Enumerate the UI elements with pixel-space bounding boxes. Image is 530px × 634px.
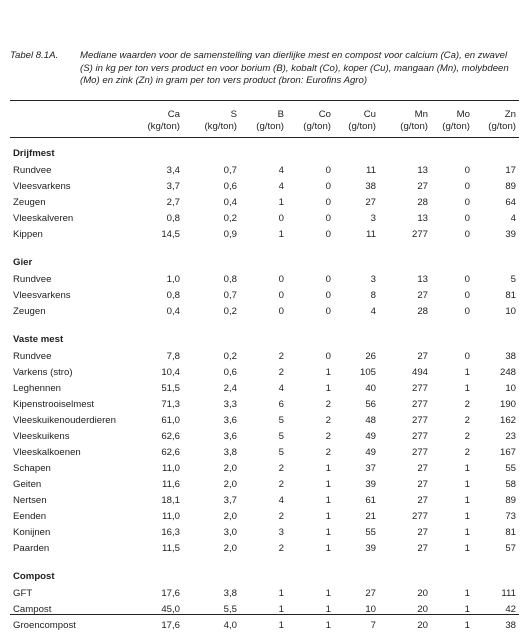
table-row	[13, 197, 519, 211]
table-cell: 20	[417, 620, 428, 631]
table-cell: 1	[464, 495, 470, 506]
table-cell: 4	[278, 181, 284, 192]
table-cell: 11,0	[162, 463, 180, 474]
table-cell: 38	[505, 620, 516, 631]
table-row	[13, 479, 519, 493]
table-cell: 0	[464, 351, 470, 362]
table-cell: 17,6	[161, 588, 180, 599]
column-header	[120, 109, 180, 133]
table-cell: 0	[325, 274, 331, 285]
table-cell: 3	[278, 527, 284, 538]
row-label: Vleeskuikens	[13, 431, 70, 442]
column-header-unit: (g/ton)	[400, 121, 428, 132]
row-label: Vleesvarkens	[13, 290, 71, 301]
table-cell: 2	[325, 431, 331, 442]
table-cell: 0,2	[223, 306, 237, 317]
column-header-unit: (g/ton)	[256, 121, 284, 132]
table-cell: 0	[464, 165, 470, 176]
table-cell: 277	[411, 383, 428, 394]
table-row	[13, 604, 519, 618]
table-row	[13, 399, 519, 413]
table-cell: 0	[464, 290, 470, 301]
table-cell: 39	[505, 229, 516, 240]
table-cell: 27	[417, 290, 428, 301]
row-label: Rundvee	[13, 274, 52, 285]
table-cell: 39	[365, 479, 376, 490]
table-cell: 162	[499, 415, 516, 426]
table-cell: 277	[411, 431, 428, 442]
table-cell: 27	[417, 527, 428, 538]
table-cell: 2	[325, 447, 331, 458]
table-cell: 27	[417, 495, 428, 506]
column-header-name: Mn	[414, 109, 428, 120]
table-cell: 4	[278, 383, 284, 394]
column-header-unit: (kg/ton)	[204, 121, 237, 132]
column-header	[316, 109, 376, 133]
table-row	[13, 165, 519, 179]
table-cell: 11,6	[162, 479, 180, 490]
table-cell: 49	[365, 431, 376, 442]
table-cell: 1	[325, 511, 331, 522]
table-cell: 4,0	[223, 620, 237, 631]
column-header-unit: (g/ton)	[488, 121, 516, 132]
column-header	[456, 109, 516, 133]
table-cell: 1	[278, 229, 284, 240]
table-cell: 61,0	[161, 415, 180, 426]
table-label: Tabel 8.1A.	[10, 50, 59, 61]
table-cell: 3,7	[166, 181, 180, 192]
table-cell: 0,2	[223, 351, 237, 362]
row-label: Paarden	[13, 543, 50, 554]
table-cell: 6	[278, 399, 284, 410]
row-label: Zeugen	[13, 306, 46, 317]
table-row	[13, 306, 519, 320]
row-label: Groencompost	[13, 620, 76, 631]
table-cell: 3,8	[223, 588, 237, 599]
table-cell: 4	[278, 495, 284, 506]
table-cell: 13	[417, 213, 428, 224]
table-cell: 0	[278, 290, 284, 301]
table-cell: 2,7	[166, 197, 180, 208]
table-cell: 1	[325, 543, 331, 554]
table-cell: 0	[464, 274, 470, 285]
table-cell: 0	[325, 213, 331, 224]
table-cell: 5	[278, 447, 284, 458]
table-cell: 277	[411, 229, 428, 240]
row-label: Kippen	[13, 229, 43, 240]
table-cell: 2,0	[223, 479, 237, 490]
column-header-unit: (g/ton)	[348, 121, 376, 132]
table-cell: 16,3	[161, 527, 180, 538]
table-cell: 5	[278, 431, 284, 442]
row-label: Zeugen	[13, 197, 46, 208]
table-cell: 1	[325, 620, 331, 631]
table-cell: 27	[365, 197, 376, 208]
table-cell: 2,0	[223, 543, 237, 554]
table-cell: 4	[278, 165, 284, 176]
table-cell: 1	[278, 197, 284, 208]
table-cell: 17	[505, 165, 516, 176]
table-row	[13, 527, 519, 541]
table-cell: 2	[278, 367, 284, 378]
row-label: Vleeskalveren	[13, 213, 74, 224]
table-cell: 1	[464, 604, 470, 615]
row-label: Nertsen	[13, 495, 47, 506]
table-cell: 13	[417, 165, 428, 176]
row-label: Schapen	[13, 463, 51, 474]
table-cell: 3	[370, 213, 376, 224]
table-cell: 27	[417, 351, 428, 362]
table-row	[13, 447, 519, 461]
table-cell: 2	[464, 431, 470, 442]
table-cell: 0	[325, 197, 331, 208]
table-cell: 2	[278, 463, 284, 474]
table-cell: 1	[325, 588, 331, 599]
table-cell: 1	[464, 479, 470, 490]
table-cell: 89	[505, 495, 516, 506]
table-cell: 2	[464, 415, 470, 426]
table-row	[13, 415, 519, 429]
table-cell: 2	[325, 399, 331, 410]
table-cell: 0	[325, 351, 331, 362]
table-cell: 11,5	[162, 543, 180, 554]
table-cell: 1	[278, 620, 284, 631]
table-cell: 55	[505, 463, 516, 474]
table-row	[13, 511, 519, 525]
table-cell: 1	[325, 463, 331, 474]
table-cell: 10	[505, 383, 516, 394]
table-cell: 18,1	[161, 495, 180, 506]
table-cell: 21	[365, 511, 376, 522]
table-cell: 0,2	[223, 213, 237, 224]
row-label: Geiten	[13, 479, 42, 490]
top-rule	[10, 100, 519, 101]
table-cell: 1	[325, 604, 331, 615]
table-cell: 7,8	[166, 351, 180, 362]
table-row	[13, 543, 519, 557]
row-label: Kipenstrooiselmest	[13, 399, 95, 410]
table-cell: 0,4	[223, 197, 237, 208]
table-cell: 2	[278, 511, 284, 522]
table-cell: 277	[411, 511, 428, 522]
table-cell: 277	[411, 447, 428, 458]
table-cell: 0	[325, 306, 331, 317]
table-row	[13, 290, 519, 304]
table-cell: 0,8	[223, 274, 237, 285]
table-cell: 0	[464, 229, 470, 240]
table-row	[13, 495, 519, 509]
table-cell: 28	[417, 197, 428, 208]
row-label: Konijnen	[13, 527, 51, 538]
table-row	[13, 351, 519, 365]
table-cell: 27	[417, 181, 428, 192]
table-cell: 58	[505, 479, 516, 490]
table-cell: 3,7	[223, 495, 237, 506]
row-label: Eenden	[13, 511, 47, 522]
table-cell: 5	[278, 415, 284, 426]
table-cell: 2	[464, 399, 470, 410]
table-cell: 13	[417, 274, 428, 285]
table-cell: 1	[325, 479, 331, 490]
table-cell: 7	[370, 620, 376, 631]
table-cell: 14,5	[161, 229, 180, 240]
table-cell: 0	[278, 274, 284, 285]
table-cell: 38	[505, 351, 516, 362]
table-cell: 0	[325, 165, 331, 176]
table-cell: 0,9	[223, 229, 237, 240]
table-cell: 28	[417, 306, 428, 317]
table-cell: 2	[278, 351, 284, 362]
table-cell: 23	[505, 431, 516, 442]
table-cell: 0,7	[223, 165, 237, 176]
table-cell: 11,0	[162, 511, 180, 522]
table-cell: 1	[464, 367, 470, 378]
table-cell: 3	[370, 274, 376, 285]
table-cell: 0	[464, 213, 470, 224]
table-cell: 10	[505, 306, 516, 317]
table-cell: 2	[278, 479, 284, 490]
table-cell: 48	[365, 415, 376, 426]
table-cell: 11	[366, 165, 376, 176]
table-row	[13, 181, 519, 195]
table-cell: 62,6	[161, 431, 180, 442]
table-cell: 64	[505, 197, 516, 208]
table-cell: 277	[411, 415, 428, 426]
table-cell: 2	[464, 447, 470, 458]
table-cell: 1	[278, 588, 284, 599]
table-cell: 0	[325, 229, 331, 240]
table-row	[13, 620, 519, 634]
table-cell: 49	[365, 447, 376, 458]
table-row	[13, 367, 519, 381]
table-cell: 1	[464, 620, 470, 631]
column-header-name: B	[277, 109, 284, 120]
table-cell: 81	[505, 527, 516, 538]
table-cell: 61	[365, 495, 376, 506]
header-rule	[10, 137, 519, 138]
table-cell: 0	[464, 181, 470, 192]
table-row	[13, 229, 519, 243]
row-label: GFT	[13, 588, 33, 599]
table-cell: 5,5	[223, 604, 237, 615]
table-cell: 40	[365, 383, 376, 394]
row-label: Leghennen	[13, 383, 62, 394]
table-cell: 1	[464, 511, 470, 522]
table-cell: 0,6	[223, 367, 237, 378]
table-cell: 37	[365, 463, 376, 474]
table-cell: 39	[365, 543, 376, 554]
table-row	[13, 588, 519, 602]
table-cell: 1	[464, 463, 470, 474]
table-cell: 73	[505, 511, 516, 522]
row-label: Varkens (stro)	[13, 367, 73, 378]
table-cell: 17,6	[161, 620, 180, 631]
row-label: Rundvee	[13, 165, 52, 176]
table-cell: 0,8	[166, 290, 180, 301]
table-cell: 2	[278, 543, 284, 554]
table-cell: 27	[365, 588, 376, 599]
table-cell: 20	[417, 604, 428, 615]
row-label: Rundvee	[13, 351, 52, 362]
table-cell: 89	[505, 181, 516, 192]
table-cell: 0,7	[223, 290, 237, 301]
table-cell: 0,6	[223, 181, 237, 192]
table-row	[13, 274, 519, 288]
table-cell: 0,4	[166, 306, 180, 317]
table-cell: 3,4	[166, 165, 180, 176]
table-cell: 10	[365, 604, 376, 615]
table-cell: 190	[499, 399, 516, 410]
table-cell: 57	[505, 543, 516, 554]
table-cell: 277	[411, 399, 428, 410]
table-cell: 167	[499, 447, 516, 458]
table-cell: 20	[417, 588, 428, 599]
table-cell: 0	[325, 290, 331, 301]
table-cell: 45,0	[161, 604, 180, 615]
table-cell: 27	[417, 463, 428, 474]
table-cell: 0	[325, 181, 331, 192]
table-cell: 56	[365, 399, 376, 410]
table-cell: 4	[370, 306, 376, 317]
table-cell: 71,3	[161, 399, 180, 410]
table-cell: 38	[365, 181, 376, 192]
table-cell: 62,6	[161, 447, 180, 458]
table-cell: 0	[278, 213, 284, 224]
column-header-name: S	[230, 109, 237, 120]
table-caption-text: Mediane waarden voor de samenstelling van dierlijke mest en compost voor calcium (Ca), en zwavel (S) in kg per ton vers product en voor borium (B), kobalt (Co), koper (Cu), mangaan (Mn), molybdeen (Mo) en zink (Zn) in gram per ton vers product (bron: Eurofins Agro)	[80, 50, 509, 87]
table-cell: 1	[325, 367, 331, 378]
table-cell: 42	[505, 604, 516, 615]
section-title: Drijfmest	[13, 148, 55, 159]
row-label: Vleeskalkoenen	[13, 447, 81, 458]
table-cell: 0	[278, 306, 284, 317]
table-cell: 11	[366, 229, 376, 240]
row-label: Vleeskuikenouderdieren	[13, 415, 116, 426]
table-cell: 26	[365, 351, 376, 362]
table-cell: 0,8	[166, 213, 180, 224]
table-row	[13, 431, 519, 445]
table-cell: 2,0	[223, 511, 237, 522]
table-cell: 55	[365, 527, 376, 538]
table-cell: 1	[325, 383, 331, 394]
table-cell: 27	[417, 543, 428, 554]
table-cell: 5	[510, 274, 516, 285]
table-cell: 81	[505, 290, 516, 301]
table-cell: 0	[464, 306, 470, 317]
table-cell: 494	[411, 367, 428, 378]
table-cell: 2	[325, 415, 331, 426]
column-header-name: Ca	[167, 109, 180, 120]
table-cell: 3,6	[223, 431, 237, 442]
table-cell: 0	[464, 197, 470, 208]
column-header-unit: (g/ton)	[303, 121, 331, 132]
row-label: Campost	[13, 604, 52, 615]
column-header-name: Cu	[363, 109, 376, 120]
row-label: Vleesvarkens	[13, 181, 71, 192]
table-cell: 1	[464, 588, 470, 599]
column-header-name: Co	[318, 109, 331, 120]
table-cell: 1	[278, 604, 284, 615]
table-cell: 8	[370, 290, 376, 301]
table-cell: 51,5	[161, 383, 180, 394]
column-header-name: Mo	[456, 109, 470, 120]
section-title: Gier	[13, 257, 33, 268]
column-header-unit: (kg/ton)	[147, 121, 180, 132]
table-cell: 3,8	[223, 447, 237, 458]
table-cell: 2,0	[223, 463, 237, 474]
section-title: Compost	[13, 571, 55, 582]
table-row	[13, 213, 519, 227]
table-cell: 2,4	[223, 383, 237, 394]
table-cell: 248	[499, 367, 516, 378]
table-cell: 1	[464, 527, 470, 538]
table-cell: 27	[417, 479, 428, 490]
table-cell: 1	[464, 543, 470, 554]
table-cell: 10,4	[161, 367, 180, 378]
table-cell: 1,0	[166, 274, 180, 285]
table-cell: 3,6	[223, 415, 237, 426]
table-row	[13, 463, 519, 477]
table-cell: 3,3	[223, 399, 237, 410]
section-title: Vaste mest	[13, 334, 64, 345]
table-cell: 1	[325, 495, 331, 506]
table-cell: 1	[464, 383, 470, 394]
table-cell: 105	[359, 367, 376, 378]
column-header-name: Zn	[504, 109, 516, 120]
table-row	[13, 383, 519, 397]
table-cell: 111	[501, 588, 516, 599]
column-header-unit: (g/ton)	[442, 121, 470, 132]
table-cell: 3,0	[223, 527, 237, 538]
table-cell: 4	[510, 213, 516, 224]
table-cell: 1	[325, 527, 331, 538]
